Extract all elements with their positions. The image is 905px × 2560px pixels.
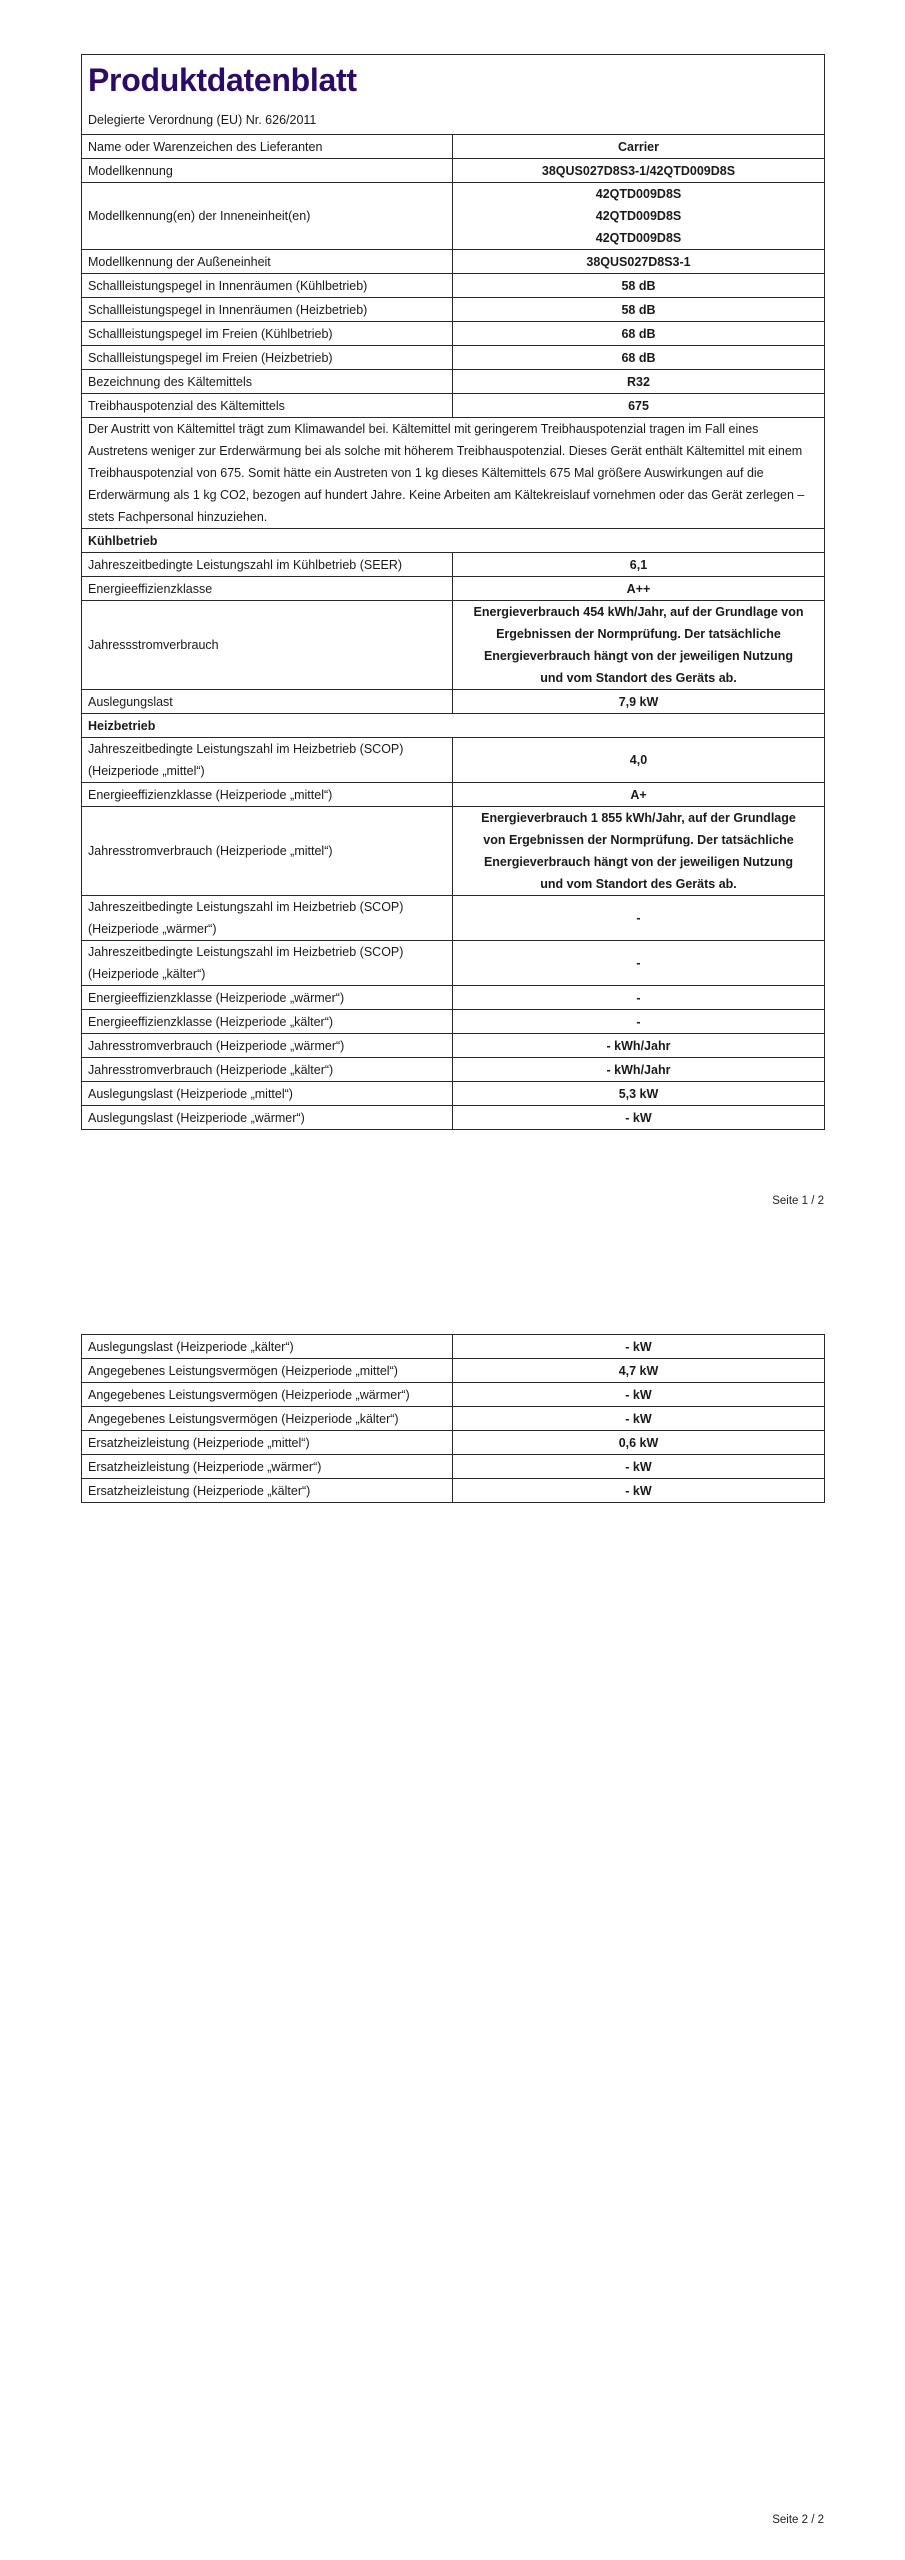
row-value-heating-energy-class-average: A+ bbox=[453, 783, 825, 807]
section-heading-cooling: Kühlbetrieb bbox=[82, 529, 825, 553]
row-value-outdoor-unit: 38QUS027D8S3-1 bbox=[453, 250, 825, 274]
product-data-table-page-2 bbox=[81, 1334, 825, 1503]
row-value-design-load-average: 5,3 kW bbox=[453, 1082, 825, 1106]
row-value-sound-indoor-cooling: 58 dB bbox=[453, 274, 825, 298]
table-row bbox=[82, 896, 825, 941]
row-value-cooling-energy-class: A++ bbox=[453, 577, 825, 601]
row-value-declared-capacity-colder: - kW bbox=[453, 1407, 825, 1431]
row-label-annual-consumption-warmer: Jahresstromverbrauch (Heizperiode „wärmer“) bbox=[82, 1034, 453, 1058]
row-label-cooling-annual-consumption: Jahressstromverbrauch bbox=[82, 601, 453, 690]
page-2 bbox=[0, 1280, 905, 2560]
row-value-heating-annual-consumption-average: Energieverbrauch 1 855 kWh/Jahr, auf der Grundlage von Ergebnissen der Normprüfung. Der tatsächliche Energieverbrauch hängt von der jeweiligen Nutzung und vom Standort des Geräts ab. bbox=[453, 807, 825, 896]
table-row bbox=[82, 1431, 825, 1455]
table-row bbox=[82, 274, 825, 298]
row-value-cooling-annual-consumption: Energieverbrauch 454 kWh/Jahr, auf der Grundlage von Ergebnissen der Normprüfung. Der tatsächliche Energieverbrauch hängt von der jeweiligen Nutzung und vom Standort des Geräts ab. bbox=[453, 601, 825, 690]
table-row bbox=[82, 298, 825, 322]
table-row bbox=[82, 577, 825, 601]
row-label-declared-capacity-colder: Angegebenes Leistungsvermögen (Heizperiode „kälter“) bbox=[82, 1407, 453, 1431]
row-value-sound-outdoor-heating: 68 dB bbox=[453, 346, 825, 370]
row-value-refrigerant: R32 bbox=[453, 370, 825, 394]
product-data-table-page-1 bbox=[81, 54, 825, 1130]
row-label-cooling-design-load: Auslegungslast bbox=[82, 690, 453, 714]
row-label-scop-colder: Jahreszeitbedingte Leistungszahl im Heizbetrieb (SCOP) (Heizperiode „kälter“) bbox=[82, 941, 453, 986]
row-label-indoor-units: Modellkennung(en) der Inneneinheit(en) bbox=[82, 183, 453, 250]
table-row bbox=[82, 1479, 825, 1503]
table-row bbox=[82, 135, 825, 159]
page-number-2: Seite 2 / 2 bbox=[772, 2514, 824, 2526]
row-label-declared-capacity-average: Angegebenes Leistungsvermögen (Heizperiode „mittel“) bbox=[82, 1359, 453, 1383]
indoor-unit-model: 42QTD009D8S bbox=[595, 209, 682, 223]
row-label-sound-indoor-heating: Schallleistungspegel in Innenräumen (Heizbetrieb) bbox=[82, 298, 453, 322]
row-value-backup-heating-colder: - kW bbox=[453, 1479, 825, 1503]
row-label-scop-warmer: Jahreszeitbedingte Leistungszahl im Heizbetrieb (SCOP) (Heizperiode „wärmer“) bbox=[82, 896, 453, 941]
row-label-annual-consumption-colder: Jahresstromverbrauch (Heizperiode „kälter“) bbox=[82, 1058, 453, 1082]
row-value-design-load-warmer: - kW bbox=[453, 1106, 825, 1130]
title-row bbox=[82, 55, 825, 135]
table-row bbox=[82, 183, 825, 250]
row-label-outdoor-unit: Modellkennung der Außeneinheit bbox=[82, 250, 453, 274]
row-value-annual-consumption-colder: - kWh/Jahr bbox=[453, 1058, 825, 1082]
row-label-backup-heating-average: Ersatzheizleistung (Heizperiode „mittel“) bbox=[82, 1431, 453, 1455]
indoor-unit-model: 42QTD009D8S bbox=[595, 187, 682, 201]
row-label-declared-capacity-warmer: Angegebenes Leistungsvermögen (Heizperiode „wärmer“) bbox=[82, 1383, 453, 1407]
row-label-design-load-average: Auslegungslast (Heizperiode „mittel“) bbox=[82, 1082, 453, 1106]
section-row bbox=[82, 529, 825, 553]
document-title: Produktdatenblatt bbox=[88, 61, 357, 98]
table-row bbox=[82, 738, 825, 783]
row-value-model-id: 38QUS027D8S3-1/42QTD009D8S bbox=[453, 159, 825, 183]
table-row bbox=[82, 601, 825, 690]
row-label-gwp: Treibhauspotenzial des Kältemittels bbox=[82, 394, 453, 418]
notice-row bbox=[82, 418, 825, 529]
row-value-indoor-units bbox=[453, 183, 825, 250]
row-value-cooling-design-load: 7,9 kW bbox=[453, 690, 825, 714]
table-row bbox=[82, 322, 825, 346]
table-row bbox=[82, 941, 825, 986]
table-row bbox=[82, 1335, 825, 1359]
page-number-1: Seite 1 / 2 bbox=[772, 1195, 824, 1207]
row-label-sound-outdoor-heating: Schallleistungspegel im Freien (Heizbetrieb) bbox=[82, 346, 453, 370]
row-label-sound-indoor-cooling: Schallleistungspegel in Innenräumen (Kühlbetrieb) bbox=[82, 274, 453, 298]
row-value-sound-outdoor-cooling: 68 dB bbox=[453, 322, 825, 346]
row-label-heating-energy-class-average: Energieeffizienzklasse (Heizperiode „mittel“) bbox=[82, 783, 453, 807]
row-label-energy-class-colder: Energieeffizienzklasse (Heizperiode „kälter“) bbox=[82, 1010, 453, 1034]
title-cell bbox=[82, 55, 825, 135]
table-row bbox=[82, 1082, 825, 1106]
section-row bbox=[82, 714, 825, 738]
table-row bbox=[82, 159, 825, 183]
table-row bbox=[82, 1034, 825, 1058]
row-label-energy-class-warmer: Energieeffizienzklasse (Heizperiode „wärmer“) bbox=[82, 986, 453, 1010]
row-value-scop-warmer: - bbox=[453, 896, 825, 941]
row-value-declared-capacity-average: 4,7 kW bbox=[453, 1359, 825, 1383]
row-value-annual-consumption-warmer: - kWh/Jahr bbox=[453, 1034, 825, 1058]
table-row bbox=[82, 1383, 825, 1407]
row-label-backup-heating-warmer: Ersatzheizleistung (Heizperiode „wärmer“) bbox=[82, 1455, 453, 1479]
table-row bbox=[82, 690, 825, 714]
row-value-backup-heating-average: 0,6 kW bbox=[453, 1431, 825, 1455]
row-label-heating-annual-consumption-average: Jahresstromverbrauch (Heizperiode „mittel“) bbox=[82, 807, 453, 896]
indoor-unit-model: 42QTD009D8S bbox=[595, 231, 682, 245]
row-value-declared-capacity-warmer: - kW bbox=[453, 1383, 825, 1407]
table-row bbox=[82, 553, 825, 577]
row-label-seer: Jahreszeitbedingte Leistungszahl im Kühlbetrieb (SEER) bbox=[82, 553, 453, 577]
table-row bbox=[82, 1058, 825, 1082]
table-row bbox=[82, 346, 825, 370]
row-label-sound-outdoor-cooling: Schallleistungspegel im Freien (Kühlbetrieb) bbox=[82, 322, 453, 346]
row-value-sound-indoor-heating: 58 dB bbox=[453, 298, 825, 322]
row-value-energy-class-warmer: - bbox=[453, 986, 825, 1010]
document-subtitle: Delegierte Verordnung (EU) Nr. 626/2011 bbox=[88, 112, 317, 127]
table-row bbox=[82, 1010, 825, 1034]
table-row bbox=[82, 986, 825, 1010]
row-value-supplier: Carrier bbox=[453, 135, 825, 159]
table-row bbox=[82, 807, 825, 896]
row-label-backup-heating-colder: Ersatzheizleistung (Heizperiode „kälter“) bbox=[82, 1479, 453, 1503]
row-value-backup-heating-warmer: - kW bbox=[453, 1455, 825, 1479]
row-value-energy-class-colder: - bbox=[453, 1010, 825, 1034]
row-label-model-id: Modellkennung bbox=[82, 159, 453, 183]
row-value-scop-colder: - bbox=[453, 941, 825, 986]
table-row bbox=[82, 1106, 825, 1130]
row-value-seer: 6,1 bbox=[453, 553, 825, 577]
row-value-scop-average: 4,0 bbox=[453, 738, 825, 783]
row-label-supplier: Name oder Warenzeichen des Lieferanten bbox=[82, 135, 453, 159]
row-value-gwp: 675 bbox=[453, 394, 825, 418]
table-row bbox=[82, 370, 825, 394]
row-label-design-load-warmer: Auslegungslast (Heizperiode „wärmer“) bbox=[82, 1106, 453, 1130]
row-label-cooling-energy-class: Energieeffizienzklasse bbox=[82, 577, 453, 601]
table-row bbox=[82, 1407, 825, 1431]
table-row bbox=[82, 783, 825, 807]
table-row bbox=[82, 250, 825, 274]
table-row bbox=[82, 1455, 825, 1479]
table-row bbox=[82, 394, 825, 418]
refrigerant-notice: Der Austritt von Kältemittel trägt zum Klimawandel bei. Kältemittel mit geringerem Treibhauspotenzial tragen im Fall eines Austretens weniger zur Erderwärmung bei als solche mit höherem Treibhauspotenzial. Dieses Gerät enthält Kältemittel mit einem Treibhauspotenzial von 675. Somit hätte ein Austreten von 1 kg dieses Kältemittels 675 Mal größere Auswirkungen auf die Erderwärmung als 1 kg CO2, bezogen auf hundert Jahre. Keine Arbeiten am Kältekreislauf vornehmen oder das Gerät zerlegen – stets Fachpersonal hinzuziehen. bbox=[82, 418, 825, 529]
row-value-design-load-colder: - kW bbox=[453, 1335, 825, 1359]
row-label-scop-average: Jahreszeitbedingte Leistungszahl im Heizbetrieb (SCOP) (Heizperiode „mittel“) bbox=[82, 738, 453, 783]
table-row bbox=[82, 1359, 825, 1383]
row-label-design-load-colder: Auslegungslast (Heizperiode „kälter“) bbox=[82, 1335, 453, 1359]
row-label-refrigerant: Bezeichnung des Kältemittels bbox=[82, 370, 453, 394]
section-heading-heating: Heizbetrieb bbox=[82, 714, 825, 738]
